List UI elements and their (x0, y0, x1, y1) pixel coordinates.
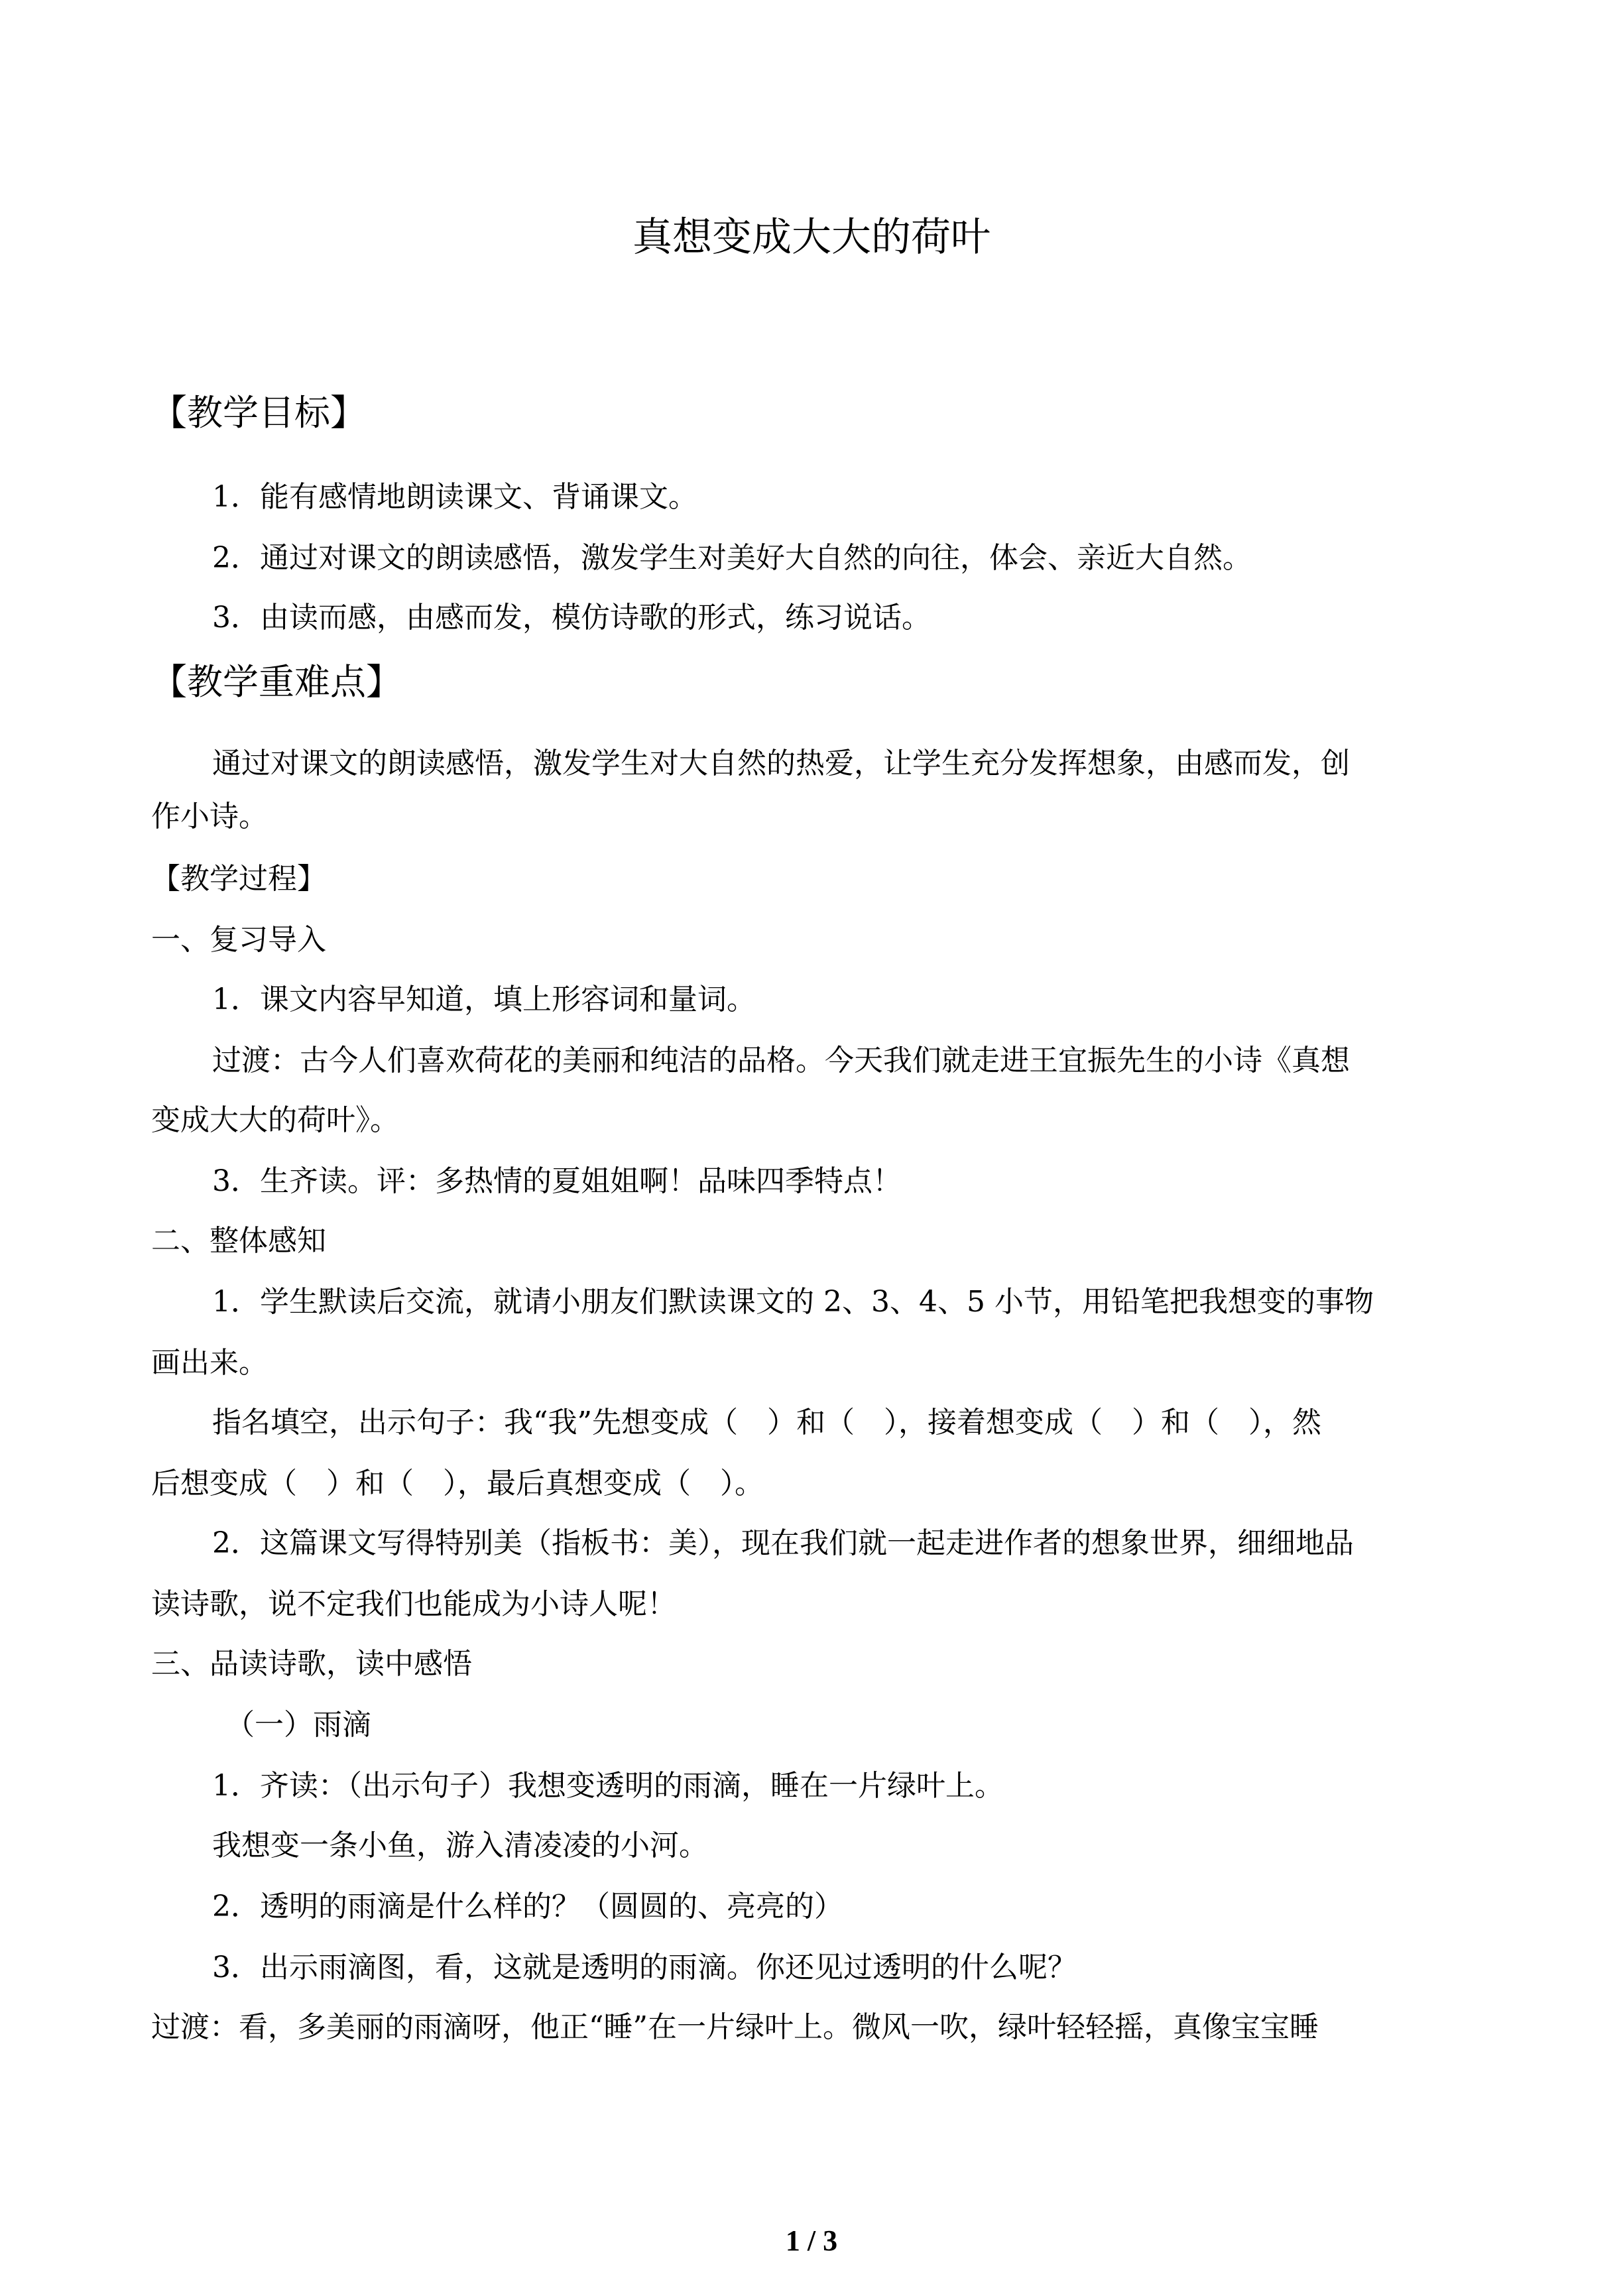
part2-item2-line1: 2．这篇课文写得特别美（指板书：美），现在我们就一起走进作者的想象世界，细细地品 (212, 1526, 1354, 1560)
key-points-text-line1: 通过对课文的朗读感悟，激发学生对大自然的热爱，让学生充分发挥想象，由感而发，创 (212, 747, 1350, 780)
part2-heading: 二、整体感知 (151, 1224, 326, 1258)
goal-item-3: 3．由读而感，由感而发，模仿诗歌的形式，练习说话。 (212, 601, 931, 634)
part1-transition-line1: 过渡：古今人们喜欢荷花的美丽和纯洁的品格。今天我们就走进王宜振先生的小诗《真想 (212, 1044, 1350, 1077)
section-heading-process: 【教学过程】 (151, 862, 326, 896)
part2-fill-line1: 指名填空，出示句子：我“我”先想变成（ ）和（ ），接着想变成（ ）和（ ），然 (212, 1406, 1321, 1439)
part3-item2: 2．透明的雨滴是什么样的？（圆圆的、亮亮的） (212, 1890, 843, 1923)
part1-item3: 3．生齐读。评：多热情的夏姐姐啊！品味四季特点！ (212, 1164, 902, 1198)
section-heading-goals: 【教学目标】 (151, 392, 366, 434)
page-title: 真想变成大大的荷叶 (632, 214, 991, 261)
part3-item3: 3．出示雨滴图，看，这就是透明的雨滴。你还见过透明的什么呢？ (212, 1951, 1077, 1984)
part3-item1b: 我想变一条小鱼，游入清凌凌的小河。 (212, 1829, 708, 1862)
part3-transition: 过渡：看，多美丽的雨滴呀，他正“睡”在一片绿叶上。微风一吹，绿叶轻轻摇，真像宝宝睡 (151, 2010, 1319, 2044)
part2-item1-line1: 1．学生默读后交流，就请小朋友们默读课文的 2、3、4、5 小节，用铅笔把我想变的事物 (212, 1285, 1374, 1319)
part2-fill-line2: 后想变成（ ）和（ ），最后真想变成（ ）。 (151, 1467, 764, 1500)
part3-item1: 1．齐读：（出示句子）我想变透明的雨滴，睡在一片绿叶上。 (212, 1769, 1004, 1803)
part3-heading: 三、品读诗歌，读中感悟 (151, 1647, 472, 1681)
goal-item-2: 2．通过对课文的朗读感悟，激发学生对美好大自然的向往，体会、亲近大自然。 (212, 541, 1252, 575)
section-heading-key-points: 【教学重难点】 (151, 661, 402, 703)
part3-sub1-heading: （一）雨滴 (225, 1708, 371, 1742)
part1-transition-line2: 变成大大的荷叶》。 (151, 1103, 399, 1137)
part1-item1: 1．课文内容早知道，填上形容词和量词。 (212, 983, 756, 1016)
key-points-text-line2: 作小诗。 (151, 800, 268, 833)
goal-item-1: 1．能有感情地朗读课文、背诵课文。 (212, 480, 697, 514)
page-number: 1 / 3 (785, 2224, 838, 2257)
part2-item1-line2: 画出来。 (151, 1346, 268, 1380)
part2-item2-line2: 读诗歌，说不定我们也能成为小诗人呢！ (151, 1587, 676, 1621)
part1-heading: 一、复习导入 (151, 923, 326, 957)
